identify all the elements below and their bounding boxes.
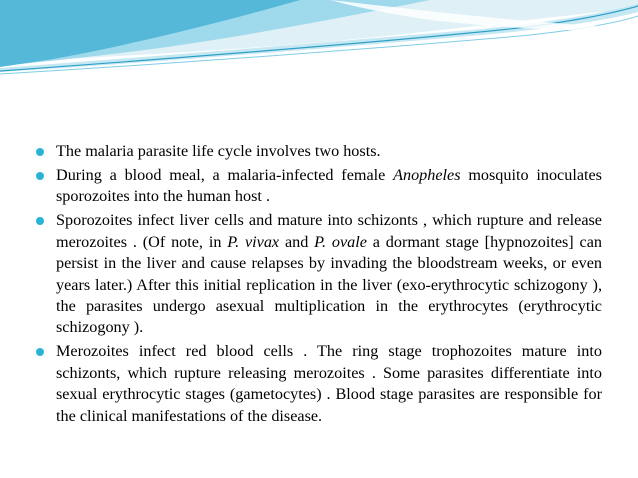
header-wave-decoration (0, 0, 638, 80)
bullet-text: During a blood meal, a malaria-infected female (56, 166, 394, 184)
bullet-text: mosquito inoculates sporozoites into the human host . (56, 166, 602, 206)
bullet-text: Merozoites infect red blood cells . The ring stage trophozoites mature into schizonts, which rupture releasing merozoites . Some parasites differentiate into sexual erythrocytic stages (gametocytes) . Blood stage parasites are responsible for the clinical manifestations of the disease. (56, 342, 602, 425)
bullet-item (36, 141, 602, 162)
bullet-dot-icon (36, 217, 44, 225)
bullet-item (36, 210, 602, 338)
bullet-list (36, 141, 602, 430)
italic-term-p-vivax: P. vivax (227, 232, 280, 251)
italic-term-anopheles: Anopheles (393, 166, 461, 184)
italic-term-p-ovale: P. ovale (314, 232, 367, 251)
bullet-text: The malaria parasite life cycle involves two hosts. (56, 142, 381, 160)
bullet-item (36, 341, 602, 427)
bullet-dot-icon (36, 148, 44, 156)
bullet-dot-icon (36, 172, 44, 180)
bullet-text: and (279, 232, 315, 251)
bullet-text: Sporozoites infect liver cells and mature into schizonts , which rupture and release merozoites . (Of note, in (56, 211, 602, 251)
bullet-text: a dormant stage [hypnozoites] can persist in the liver and cause relapses by invading the bloodstream weeks, or even years later.) After this initial replication in the liver (exo-erythrocytic schizogony ), the parasites undergo asexual multiplication in the erythrocytes (erythrocytic schizogony ). (56, 232, 602, 337)
bullet-item (36, 165, 602, 208)
bullet-dot-icon (36, 348, 44, 356)
